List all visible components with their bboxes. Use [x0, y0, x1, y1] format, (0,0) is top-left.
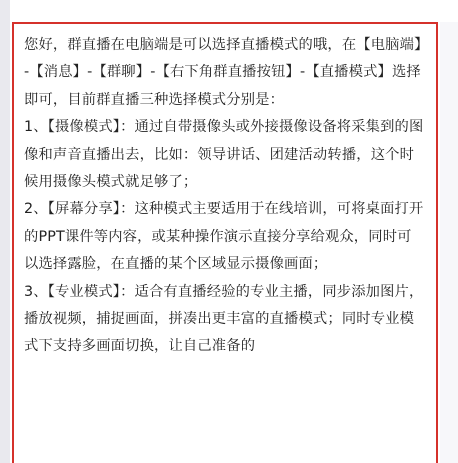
highlighted-message-box — [12, 22, 438, 463]
message-item-camera-mode: 1、【摄像模式】：通过自带摄像头或外接摄像设备将采集到的图像和声音直播出去，比如：领导讲话、团建活动转播，这个时候用摄像头模式就足够了； — [24, 119, 424, 191]
message-item-screen-share: 2、【屏幕分享】：这种模式主要适用于在线培训，可将桌面打开的PPT课件等内容，或某种操作演示直接分享给观众，同时可以选择露脸，在直播的某个区域显示摄像画面； — [24, 201, 424, 273]
right-window-edge — [440, 22, 458, 463]
message-intro: 您好，群直播在电脑端是可以选择直播模式的哦，在【电脑端】-【消息】-【群聊】-【右下角群直播按钮】-【直播模式】选择即可，目前群直播三种选择模式分别是： — [24, 37, 422, 108]
top-window-edge — [10, 0, 458, 22]
left-window-edge — [0, 0, 10, 463]
message-item-pro-mode: 3、【专业模式】：适合有直播经验的专业主播，同步添加图片，播放视频，捕捉画面，拼凑出更丰富的直播模式；同时专业模式下支持多画面切换，让自己准备的 — [24, 283, 424, 355]
